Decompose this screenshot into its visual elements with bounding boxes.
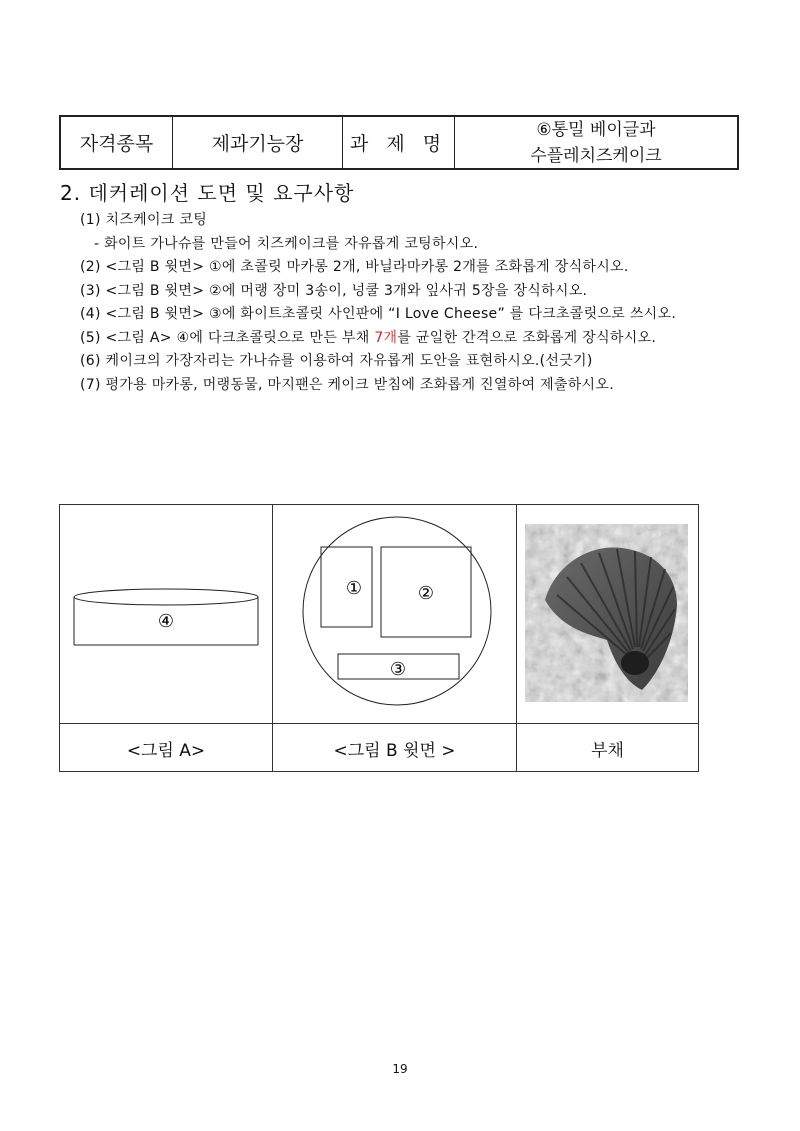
req-text: 치즈케이크 코팅 bbox=[105, 212, 208, 228]
req-text: 평가용 마카롱, 머랭동물, 마지팬은 케이크 받침에 조화롭게 진열하여 제출하시오. bbox=[105, 376, 614, 393]
requirement-item bbox=[80, 209, 748, 233]
marker-2: ② bbox=[417, 583, 435, 604]
task-value bbox=[455, 117, 737, 168]
requirement-subitem bbox=[80, 233, 748, 257]
requirement-item bbox=[80, 327, 748, 351]
header-table bbox=[59, 115, 739, 170]
task-label: 과 제 명 bbox=[343, 117, 455, 168]
qualification-value: 제과기능장 bbox=[173, 117, 343, 168]
task-line-1: ⑥통밀 베이글과 bbox=[536, 119, 656, 140]
req-text: - 화이트 가나슈를 만들어 치즈케이크를 자유롭게 코팅하시오. bbox=[94, 235, 479, 252]
marker-4: ④ bbox=[157, 611, 175, 632]
caption-fan: 부채 bbox=[591, 740, 624, 761]
figure-row bbox=[60, 505, 698, 723]
figure-table bbox=[59, 504, 699, 772]
requirement-item bbox=[80, 256, 748, 280]
figure-a-cell bbox=[60, 505, 273, 723]
caption-row bbox=[60, 723, 698, 772]
req-text: 케이크의 가장자리는 가나슈를 이용하여 자유롭게 도안을 표현하시오.(선긋기) bbox=[105, 353, 593, 369]
requirements-list bbox=[80, 209, 748, 397]
req-text: <그림 B 윗면> ②에 머랭 장미 3송이, 넝쿨 3개와 잎사귀 5장을 장식하시오. bbox=[105, 282, 588, 299]
requirement-item bbox=[80, 280, 748, 304]
figure-a-cake-drawing bbox=[60, 505, 272, 723]
marker-1: ① bbox=[345, 578, 363, 599]
requirement-item bbox=[80, 350, 748, 374]
qualification-label: 자격종목 bbox=[61, 117, 173, 168]
req-text: <그림 A> ④에 다크초콜릿으로 만든 부채 bbox=[105, 329, 375, 346]
figure-b-top-view bbox=[273, 505, 516, 723]
req-num: (6) bbox=[80, 353, 101, 369]
caption-figure-a: <그림 A> bbox=[60, 724, 273, 772]
req-highlight: 7개 bbox=[374, 329, 398, 346]
section-title: 2. 데커레이션 도면 및 요구사항 bbox=[60, 181, 355, 205]
req-text: 를 균일한 간격으로 조화롭게 장식하시오. bbox=[397, 329, 657, 346]
req-num: (5) bbox=[80, 329, 101, 346]
req-text: <그림 B 윗면> ①에 초콜릿 마카롱 2개, 바닐라마카롱 2개를 조화롭게 장식하시오. bbox=[105, 259, 629, 275]
page-number: 19 bbox=[392, 1062, 408, 1076]
req-text: <그림 B 윗면> ③에 화이트초콜릿 사인판에 “I Love Cheese” 를 다크초콜릿으로 쓰시오. bbox=[105, 306, 677, 322]
req-num: (3) bbox=[80, 282, 101, 299]
figure-b-cell bbox=[273, 505, 517, 723]
fan-image-cell bbox=[517, 505, 698, 723]
requirement-item bbox=[80, 303, 748, 327]
chocolate-fan-image bbox=[517, 505, 697, 723]
req-num: (7) bbox=[80, 376, 101, 393]
fan-base bbox=[621, 651, 649, 675]
req-num: (2) bbox=[80, 259, 101, 275]
caption-figure-b: <그림 B 윗면 > bbox=[273, 724, 517, 772]
req-num: (4) bbox=[80, 306, 101, 322]
req-num: (1) bbox=[80, 212, 101, 228]
requirement-item bbox=[80, 374, 748, 398]
cake-top-ellipse bbox=[74, 589, 258, 605]
marker-3: ③ bbox=[389, 659, 407, 680]
task-line-2: 수플레치즈케이크 bbox=[530, 145, 662, 166]
